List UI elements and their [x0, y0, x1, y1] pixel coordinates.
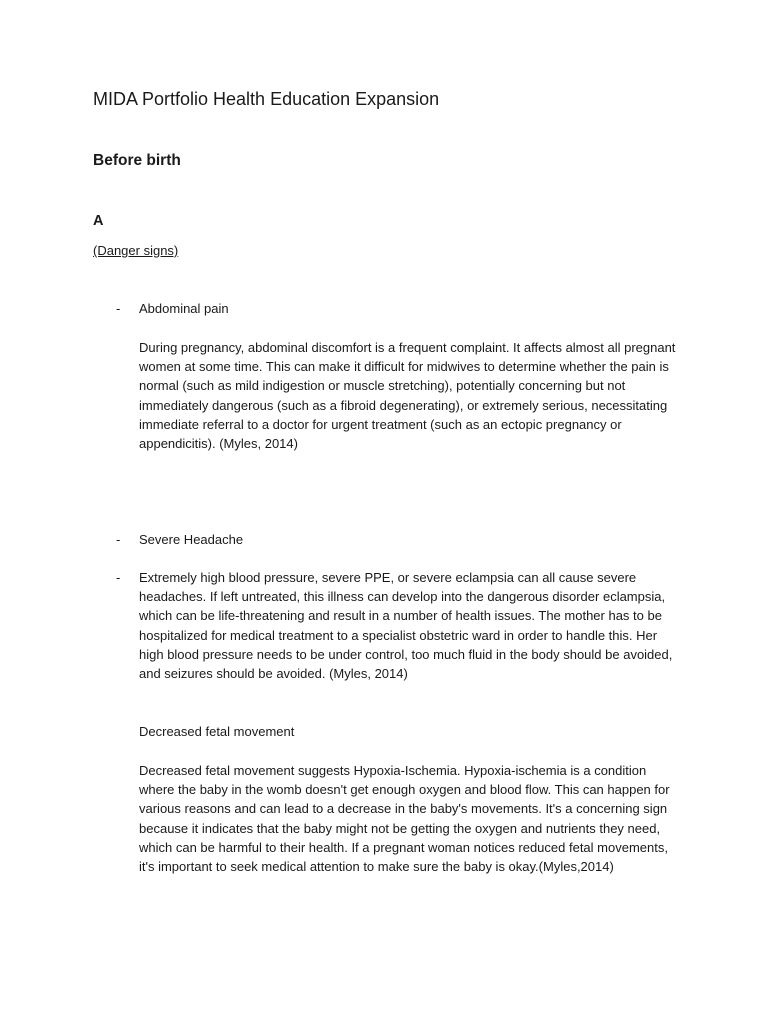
item-label-abdominal-pain: Abdominal pain	[139, 301, 229, 316]
section-letter: A	[93, 213, 104, 229]
section-heading: Before birth	[93, 152, 181, 169]
item-label-decreased-fetal-movement: Decreased fetal movement	[139, 724, 295, 739]
paragraph-decreased-fetal-movement: Decreased fetal movement suggests Hypoxia-Ischemia. Hypoxia-ischemia is a condition where the baby in the womb doesn't get enough oxygen and blood flow. This can happen for various reasons and can lead to a decrease in the baby's movements. It's a concerning sign because it indicates that the baby might not be getting the oxygen and nutrients they need, which can be harmful to their health. If a pregnant woman notices reduced fetal movements, it's important to seek medical attention to make sure the baby is okay.(Myles,2014)	[139, 763, 670, 875]
paragraph-abdominal-pain: During pregnancy, abdominal discomfort is a frequent complaint. It affects almost all pregnant women at some time. This can make it difficult for midwives to determine whether the pain is normal (such as mild indigestion or muscle stretching), potentially concerning but not immediately dangerous (such as a fibroid degenerating), or extremely serious, necessitating immediate referral to a doctor for urgent treatment (such as an ectopic pregnancy or appendicitis). (Myles, 2014)	[139, 340, 676, 452]
paragraph-severe-headache: Extremely high blood pressure, severe PPE, or severe eclampsia can all cause severe headaches. If left untreated, this illness can develop into the dangerous disorder eclampsia, which can be life-threatening and result in a number of health issues. The mother has to be hospitalized for medical treatment to a specialist obstetric ward in order to handle this. Her high blood pressure needs to be under control, too much fluid in the body should be avoided, and seizures should be avoided. (Myles, 2014)	[139, 570, 673, 682]
list-bullet-dash: -	[116, 532, 121, 547]
list-bullet-dash: -	[116, 301, 121, 316]
list-bullet-dash: -	[116, 570, 121, 585]
subsection-title: (Danger signs)	[93, 243, 179, 258]
document-title: MIDA Portfolio Health Education Expansion	[93, 89, 440, 109]
item-label-severe-headache: Severe Headache	[139, 532, 244, 547]
